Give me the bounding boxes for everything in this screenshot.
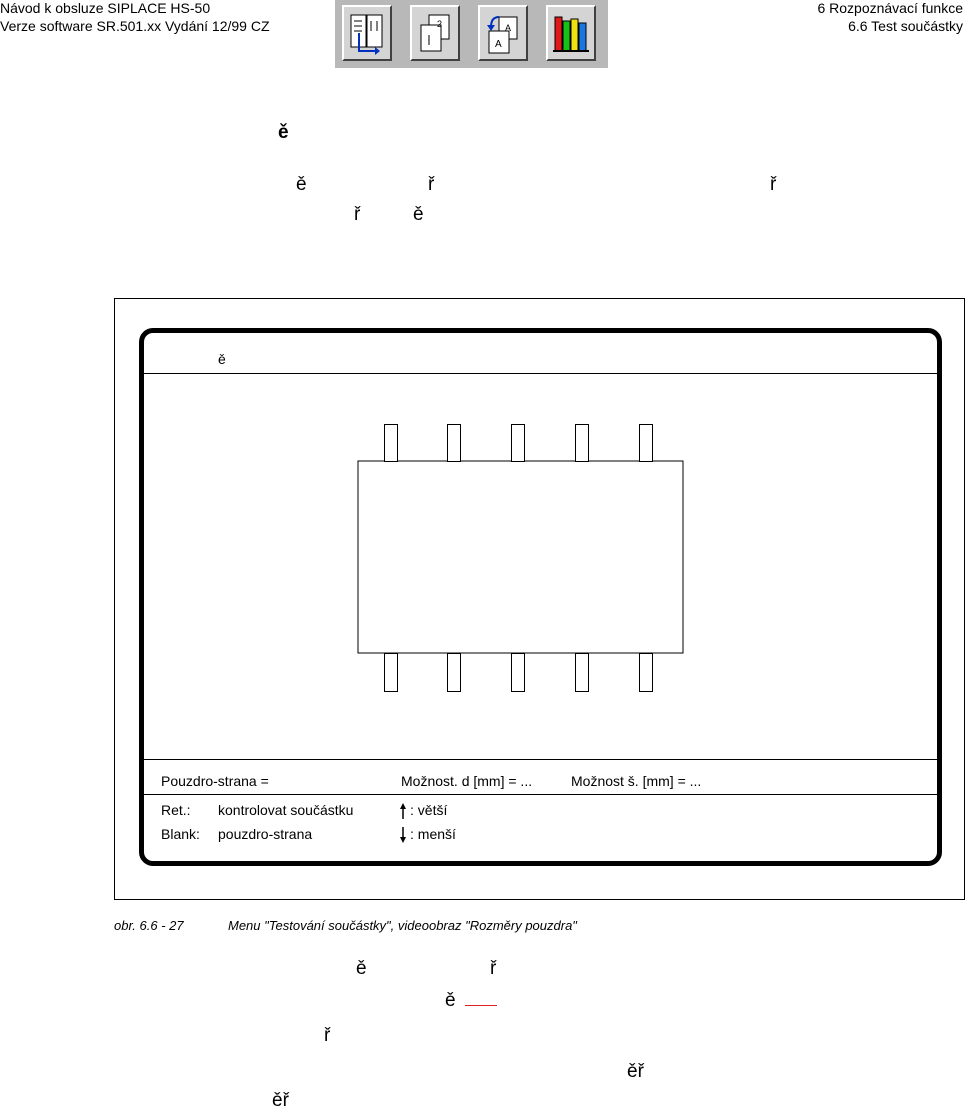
key-ret-action: kontrolovat součástku [218, 802, 354, 818]
text-glyph: ř [428, 174, 435, 195]
svg-text:A: A [495, 39, 502, 50]
figure-number: obr. 6.6 - 27 [114, 918, 184, 933]
text-glyph: ř [354, 204, 361, 225]
screen-title: ě [218, 351, 226, 367]
text-glyph: ř [324, 1025, 331, 1046]
key-blank-action: pouzdro-strana [218, 826, 313, 842]
text-glyph: ě [445, 990, 456, 1011]
text-glyph: ěř [272, 1090, 289, 1111]
text-glyph: ě [296, 174, 307, 195]
contents-icon[interactable] [342, 5, 392, 61]
text-glyph: ěř [627, 1061, 644, 1082]
text-glyph: ř [490, 958, 497, 979]
pages-icon[interactable] [410, 5, 460, 61]
section-heading-glyph: ě [278, 122, 289, 143]
software-version: Verze software SR.501.xx Vydání 12/99 CZ [0, 18, 270, 34]
text-glyph: ř [770, 174, 777, 195]
option-d-label: Možnost. d [mm] = ... [401, 773, 533, 789]
text-glyph: ě [356, 958, 367, 979]
hyperlink-underline[interactable] [465, 1005, 497, 1006]
top-pins [385, 425, 653, 462]
navigation-toolbar [335, 0, 608, 68]
video-screen [139, 328, 942, 866]
key-ret-label: Ret.: [161, 802, 191, 818]
key-blank-label: Blank: [161, 826, 200, 842]
chapter-title: 6 Rozpoznávací funkce [817, 0, 963, 16]
svg-text:A: A [505, 23, 512, 33]
option-s-label: Možnost š. [mm] = ... [571, 773, 702, 789]
text-glyph: ě [413, 204, 424, 225]
status-label: Pouzdro-strana = [161, 773, 269, 789]
bottom-pins [385, 654, 653, 692]
arrow-down-label: : menší [410, 826, 456, 842]
figure-caption: Menu "Testování součástky", videoobraz "Rozměry pouzdra" [228, 918, 577, 933]
component-package-drawing [144, 374, 937, 764]
divider [144, 794, 937, 795]
section-title: 6.6 Test součástky [848, 18, 963, 34]
arrow-down-icon [399, 827, 407, 843]
arrow-up-label: : větší [410, 802, 448, 818]
library-books-icon[interactable] [546, 5, 596, 61]
index-icon[interactable] [478, 5, 528, 61]
arrow-up-icon [399, 803, 407, 819]
divider [144, 759, 937, 760]
document-title: Návod k obsluze SIPLACE HS-50 [0, 0, 211, 16]
svg-text:2: 2 [437, 19, 443, 29]
